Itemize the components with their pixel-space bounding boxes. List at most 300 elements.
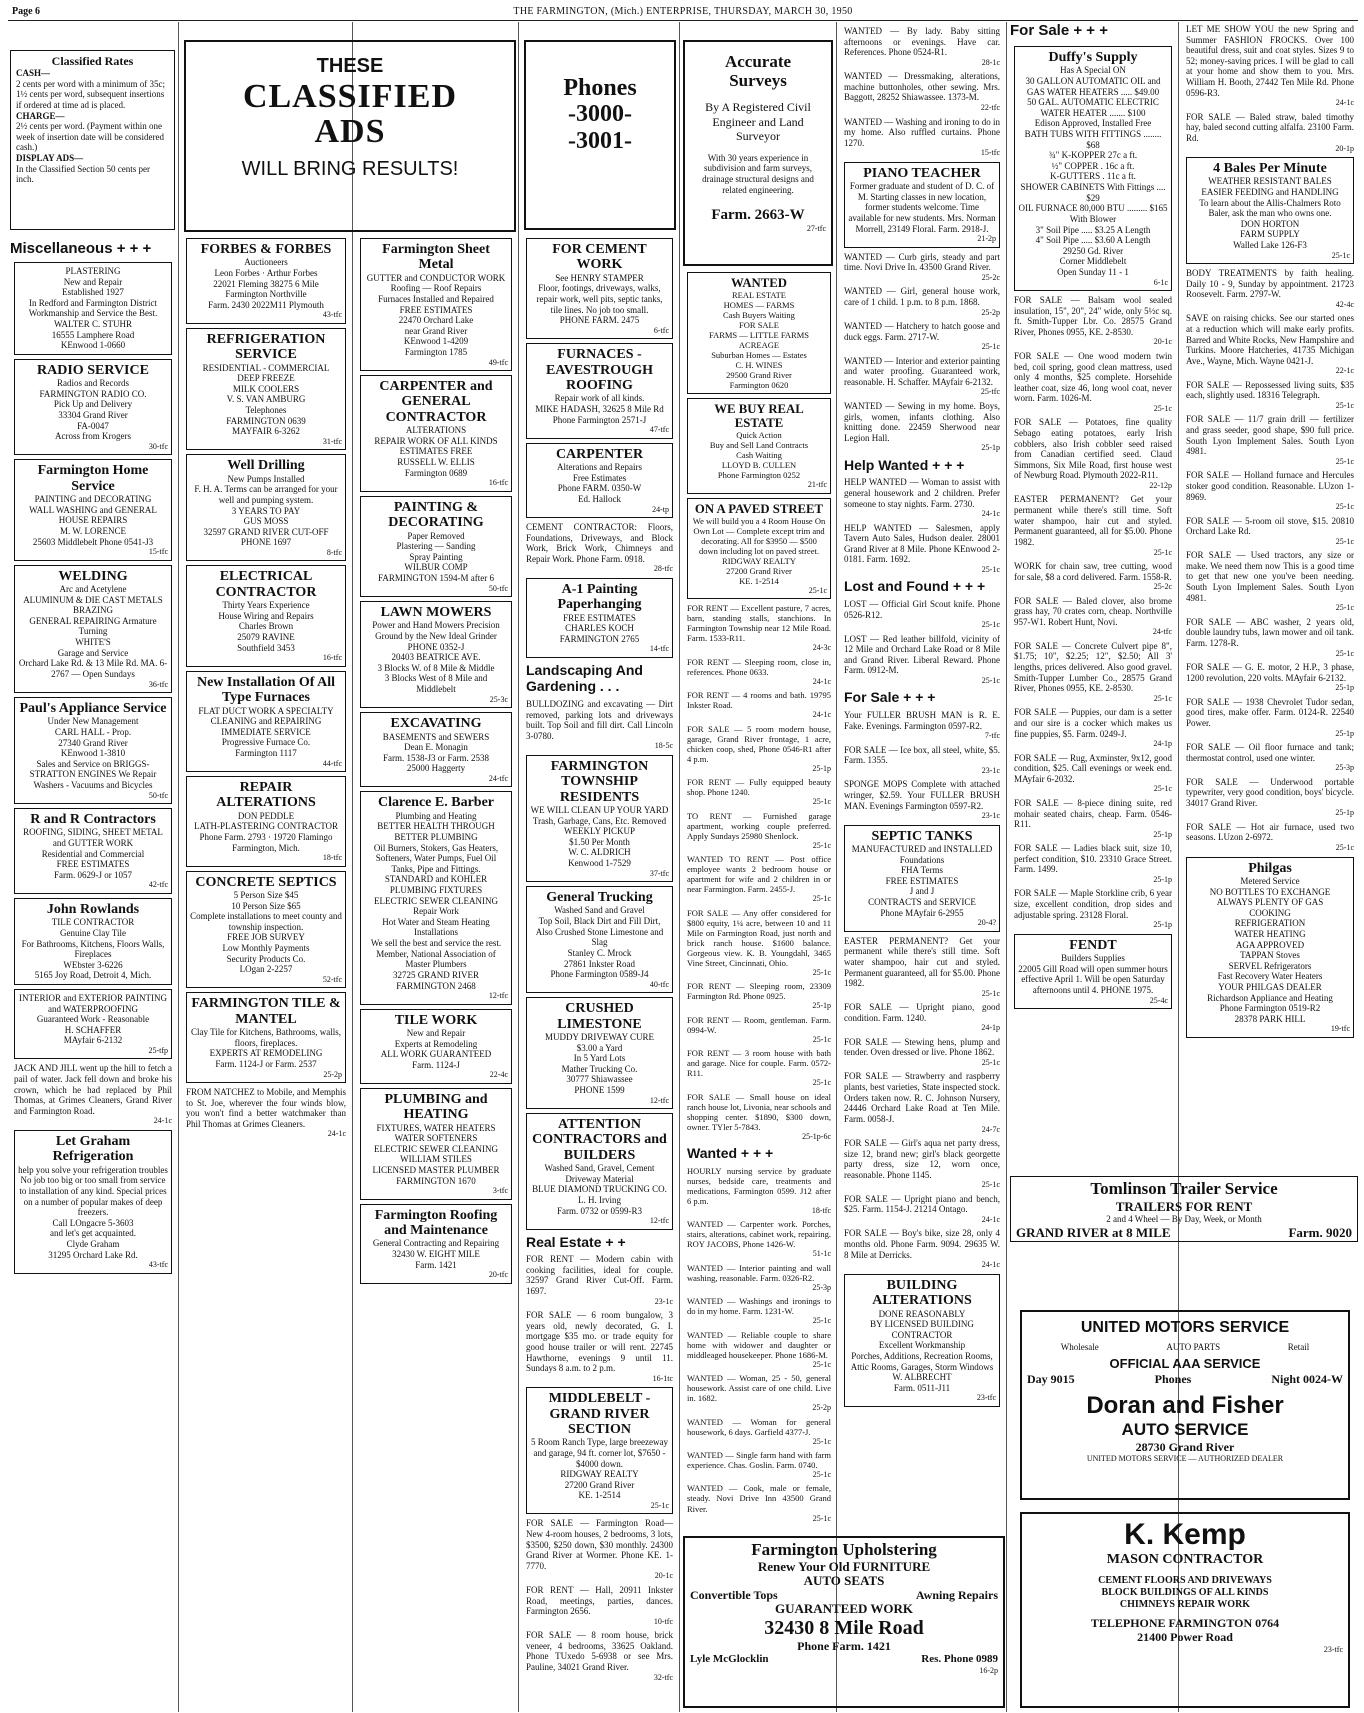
ad-title: R and R Contractors [30,812,156,828]
ad-line: Farm. 1124-J or Farm. 2537 [215,1058,317,1069]
classified-ad [1014,707,1172,748]
ad-code: 25-1c [812,797,831,807]
classified-ad [687,1092,831,1142]
column-6 [840,24,1004,1530]
classified-ad [687,1263,831,1292]
ad-line: New and Repair [63,276,123,287]
ad-code: 43-tfc [148,1260,168,1270]
ad-line: Furnaces Installed and Repaired [378,294,494,304]
classified-ad [844,477,1000,518]
classified-ad [1186,516,1354,547]
ad-text: FOR SALE — 11/7 grain drill — fertilizer and grass seeder, good shape, $90 full price. South Lyon Implement Sales. South Lyon 4981. [1186,414,1354,457]
phones-number-1: -3000- [568,101,632,128]
ad-code: 40-tfc [649,979,669,989]
ad-title: TILE WORK [394,1012,478,1028]
ad-line: Oil Burners, Stokers, Gas Heaters, Softeners, Water Pumps, Fuel Oil Tanks, Pipe and Fittings. [373,842,499,874]
phones-title: Phones [563,75,637,101]
ad-line: KEnwood 1-4209 [403,336,469,347]
ad-text: FOR SALE — Repossessed living suits, $35 each, slightly used. 18316 Telegraph. [1186,379,1354,401]
ad-code: 20-tfc [488,1270,508,1280]
ad-code: 24-1p [981,1023,1000,1033]
ad-title: SEPTIC TANKS [871,828,973,844]
ad-line: Phone FARM. 0350-W [557,483,642,494]
ad-line: FARMINGTON RADIO CO. [39,388,147,399]
ad-line: No job too big or too small from service to installation of any kind. Special prices on a number of popular makes of deep freezers. [19,1175,167,1218]
ad-code: 25-1c [981,620,1000,630]
ad-text: FOR SALE — 5 room modern house, garage, Grand River frontage, 1 acre, chicken coop, shed, Phone 0546-R1 after 4 p.m. [687,723,831,764]
ad-code: 24-1c [1335,98,1354,108]
ad-line: LOgan 2-2257 [239,964,293,975]
ad-text: FOR SALE — Potatoes, fine quality Sebago eating potatoes, early Irish cobblers, also Irish cobbler seed raised from Canadian certified seed. Claud Simmons, Six Mile Road, first house west of Newburg Road. Plymouth 2022-R11. [1014,417,1172,481]
column-2 [182,236,350,1710]
ad-title: 4 Bales Per Minute [1213,160,1327,176]
classified-ad [844,523,1000,575]
classified-ad [844,779,1000,820]
tomlinson-ad [1010,1176,1358,1242]
display-ad [360,238,512,371]
ad-line: Phone MAyfair 6-2955 [880,907,964,918]
ad-title: FARMINGTON TOWNSHIP RESIDENTS [550,758,649,805]
ad-line: DON PEDDLE [237,810,295,821]
ad-code: 25-1c [1335,502,1354,512]
ad-code: 24-7c [981,1124,1000,1134]
ad-code: 24-1c [981,1215,1000,1225]
ad-code: 50-tfc [488,583,508,593]
ad-line: 30 GALLON AUTOMATIC OIL and GAS WATER HEATERS ..... $49.00 [1025,76,1161,97]
ad-line: 5 Room Ranch Type, large breezeway and garage, 94 ft. corner lot, $7650 - $4000 down. [531,1437,668,1469]
ad-line: F. H. A. Terms can be arranged for your well and pumping system. [194,484,338,505]
ad-line: W. C. ALDRICH [568,847,631,858]
ad-line: Paper Removed [407,530,465,541]
ad-line: WATER HEATING [1234,928,1306,939]
display-ad [687,498,831,600]
banner-main-2: ADS [314,113,386,151]
ad-text: HELP WANTED — Woman to assist with general housework and 2 children. Prefer someone to stay nights. Farm. 2730. [844,477,1000,509]
ad-title: PLUMBING and HEATING [384,1091,488,1123]
classified-ad [844,710,1000,741]
ad-line: Roofing — Roof Repairs [390,283,482,294]
ad-line: PHONE FARM. 2475 [559,315,640,326]
ad-line: See HENRY STAMPER [555,272,644,283]
ad-text: FOR SALE — ABC washer, 2 years old, double laundry tubs, lawn mower and oil tank. Farm. 1278-R. [1186,616,1354,648]
ad-line: Farmington 0620 [729,380,789,391]
ad-line: 10 Person Size $65 [231,900,301,911]
ad-line: FREE ESTIMATES [563,612,636,623]
ad-code: 15-tfc [980,148,1000,158]
ad-title: Paul's Appliance Service [19,700,167,716]
ad-line: SERVEL Refrigerators [1228,960,1312,971]
ad-code: 24-tfc [488,773,508,783]
ad-text: FOR SALE — Small house on ideal ranch house lot, Livonia, near schools and shopping center. $1890, $300 down, owner. TYler 5-7843. [687,1091,831,1132]
ad-line: 16555 Lamphere Road [51,329,135,340]
ad-line: LICENSED MASTER PLUMBER [372,1165,500,1176]
ad-code: 25-1p [981,443,1000,453]
ad-line: Floor, footings, driveways, walks, repair work, well pits, septic tanks, tile lines. No job too small. [536,283,663,315]
classified-ad [844,71,1000,112]
ad-code: 25-1c [650,1501,669,1510]
ad-line: $1.50 Per Month [569,836,630,847]
ad-code: 25-1c [1153,403,1172,413]
ad-code: 25-1p [812,763,831,773]
ad-line: Phone Farmington 0252 [717,470,801,481]
ad-line: FOR SALE [739,320,779,331]
ad-line: 50 GAL. AUTOMATIC ELECTRIC WATER HEATER ....... $100 [1027,97,1159,118]
display-ad [1014,46,1172,291]
ad-code: 20-1c [654,1571,673,1581]
ad-code: 37-tfc [649,868,669,878]
ad-title: RADIO SERVICE [37,362,149,378]
ad-line: Spray Painting [409,551,463,562]
ad-text: BODY TREATMENTS by faith healing. Daily 10 - 9, Sunday by appointment. 21723 Roosevelt. Farm. 2797-W. [1186,268,1354,300]
ad-line: Alterations and Repairs [557,462,642,473]
ad-code: 25-1p [1153,920,1172,930]
ad-code: 20-1c [1153,337,1172,347]
ad-code: 25-1c [981,342,1000,352]
masthead-title: THE FARMINGTON, (Mich.) ENTERPRISE, THURSDAY, MARCH 30, 1950 [513,6,853,17]
ad-line: Walled Lake 126-F3 [1233,240,1307,251]
ad-line: ALTERATIONS [405,425,467,436]
ad-line: MANUFACTURED and INSTALLED [851,843,993,854]
ad-title: CRUSHED LIMESTONE [557,1001,642,1032]
ad-title: John Rowlands [46,901,140,917]
ad-code: 16-1tc [652,1373,673,1383]
rates-title: Classified Rates [51,54,134,68]
display-ad [14,565,172,693]
ad-line: 3 Blocks West of 8 Mile and Middlebelt [384,673,488,695]
ad-title: WELDING [58,568,128,584]
ad-text: FOR RENT — Fully equipped beauty shop. Phone 1240. [687,777,831,798]
header-for-sale: For Sale + + + [1010,22,1108,39]
ad-line: We will build you a 4 Room House On Own Lot — Complete except trim and decorating. All for $3950 — $500 down including lot on paved street. [692,515,826,556]
ad-text: WANTED — Woman for general housework, 6 days. Garfield 4377-J. [687,1416,831,1437]
ad-line: For Bathrooms, Kitchens, Floors Walls, Fireplaces [21,938,165,960]
ad-text: WANTED — Sewing in my home. Boys, girls, women, infants clothing. Also knitting done. 22459 Sherwood near Legion Hall. [844,400,1000,443]
ad-code: 25-1c [812,1436,831,1446]
ad-line: CONTRACTS and SERVICE [868,897,976,908]
ad-code: 25-1p [812,1001,831,1011]
ad-line: Repair work of all kinds. [554,393,645,404]
ad-line: 32597 GRAND RIVER CUT-OFF [203,526,329,537]
tomlinson-title: Tomlinson Trailer Service [1090,1179,1278,1198]
ad-code: 25-1c [1335,456,1354,466]
ad-code: 7-tfc [984,731,1000,741]
classified-ad [1186,414,1354,466]
ad-line: Open Sunday 11 - 1 [1057,266,1129,277]
ad-code: 6-1c [1153,277,1168,287]
classified-ad [1014,888,1172,929]
ad-code: 25-1c [812,1470,831,1480]
ad-line: Radios and Records [57,378,129,389]
ad-line: NO BOTTLES TO EXCHANGE [1209,886,1331,897]
ad-code: 22-12p [1149,481,1172,491]
ad-line: BASEMENTS and SEWERS [382,731,490,742]
column-divider [178,22,179,1712]
column-divider [679,22,680,1712]
ad-title: FOR CEMENT WORK [552,242,647,273]
ad-code: 24-1c [153,1116,172,1126]
ad-line: PLASTERING [65,266,121,276]
ad-code: 25-1c [1335,603,1354,613]
united-aaa: OFFICIAL AAA SERVICE [1109,1356,1261,1372]
ad-line: WEEKLY PICKUP [563,826,635,837]
display-ad [186,776,346,867]
ad-code: 3-tfc [492,1186,508,1196]
ad-line: GUTTER and CONDUCTOR WORK [366,272,506,283]
classified-ad [844,1037,1000,1068]
ad-line: REFRIGERATION [1234,918,1306,929]
ad-code: 50-tfc [148,790,168,800]
ad-line: MUDDY DRIVEWAY CURE [544,1031,654,1042]
ad-code: 44-tfc [322,758,342,768]
classified-ad [844,321,1000,352]
classified-ad [526,1518,673,1580]
ad-code: 47-tfc [649,425,669,435]
rates-charge-text: 2½ cents per word. (Payment within one week of insertion date will be considered cash.) [16,121,164,153]
ad-code: 25-1c [1335,536,1354,546]
ad-line: Mather Trucking Co. [561,1063,638,1074]
ad-line: FARMS — LITTLE FARMS [708,330,810,341]
display-ad [360,712,512,787]
ad-line: Complete installations to meet county and township inspection. [190,911,342,932]
ad-line: KEnwood 1-3810 [60,748,126,759]
ad-code: 49-tfc [488,357,508,367]
ad-code: 23-tfc [976,1393,996,1403]
ad-line: LATH-PLASTERING CONTRACTOR [193,821,339,832]
display-ad [186,328,346,450]
ad-text: WORK for chain saw, tree cutting, wood for sale, $8 a cord delivered. Farm. 1558-R. [1014,560,1172,582]
display-ad [526,997,673,1109]
ad-code: 16-tfc [488,478,508,488]
ad-code: 25-1c [812,1316,831,1326]
ad-line: CHARLES KOCH [565,623,634,634]
ad-line: Cash Waiting [736,450,782,461]
ad-title: REFRIGERATION SERVICE [206,331,326,363]
display-ad [14,1130,172,1274]
ad-line: In 5 Yard Lots [573,1053,626,1064]
ad-line: near Grand River [404,325,468,336]
column-divider [836,22,837,1712]
ad-code: 8-tfc [326,548,342,558]
upholstery-line: Awning Repairs [915,1588,998,1603]
ad-line: GENERAL REPAIRING Armature Turning [29,615,157,637]
ad-text: WANTED — Washing and ironing to do in my home. Also ruffled curtains. Phone 1270. [844,116,1000,148]
column-divider [1006,22,1007,1712]
ad-line: 25000 Haggerty [406,763,466,774]
ad-text: WANTED — Curb girls, steady and part time. Novi Drive In. 43500 Grand River. [844,251,1000,273]
ad-line: FLAT DUCT WORK A SPECIALTY [198,705,334,716]
ad-code: 36-tfc [148,679,168,689]
ad-code: 25-1c [1335,843,1354,853]
ad-line: ACREAGE [738,340,780,351]
ad-title: LAWN MOWERS [380,605,492,621]
ad-line: WEATHER RESISTANT BALES [1208,176,1332,187]
ad-line: STANDARD and KOHLER PLUMBING FIXTURES [384,874,488,896]
doran-fisher: Doran and Fisher [1086,1391,1284,1419]
upholstery-line: Convertible Tops [690,1588,778,1603]
classified-ad [526,1585,673,1626]
ad-line: Dean E. Monagin [404,742,468,753]
ad-text: WANTED — Carpenter work. Porches, stairs, alterations, cabinet work, repairing. ROY JACOBS, Phone 1426-W. [687,1219,831,1250]
column-7 [1010,44,1176,1170]
ad-text: FOR SALE — 1938 Chevrolet Tudor sedan, good tires, make offer. Farm. 0124-R. 22540 Power. [1186,696,1354,728]
ad-text: WANTED — By lady. Baby sitting afternoons or evenings. Have car. References. Phone 0524-R1. [844,26,1000,58]
ad-line: Guaranteed Work - Reasonable [36,1014,150,1025]
ad-line: YOUR PHILGAS DEALER [1218,982,1322,992]
ad-line: PHONE 1697 [240,537,292,548]
ad-code: 22-4c [489,1070,508,1080]
ad-line: Under New Management [47,716,139,727]
classified-ad [844,1228,1000,1269]
ad-line: Foundations [899,854,945,865]
ad-code: 24-1p [1153,739,1172,749]
ad-text: Your FULLER BRUSH MAN is R. E. Fake. Evenings. Farmington 0597-R2. [844,710,1000,731]
classified-ad [526,699,673,751]
classified-ad [526,1630,673,1682]
united-line: Wholesale [1060,1341,1099,1352]
display-ad [14,697,172,804]
ad-line: Top Soil, Black Dirt and Fill Dirt, Also Crushed Stone Limestone and Slag [535,916,664,948]
ad-code: 10-tfc [653,1616,673,1626]
classified-ad [1014,596,1172,637]
display-ad [844,162,1000,248]
ad-title: New Installation Of All Type Furnaces [196,674,336,706]
ad-code: 25-4c [1149,995,1168,1005]
ad-line: 33304 Grand River [58,410,128,421]
ad-line: Fast Recovery Water Heaters [1217,971,1323,982]
classified-ad [1014,753,1172,794]
ad-code: 28-tfc [653,564,673,574]
ad-line: 29500 Grand River [726,370,792,381]
ad-line: Thirty Years Experience [222,600,310,611]
ad-code: 25-1c [812,840,831,850]
ad-line: KE. 1-2514 [739,575,779,586]
column-5 [683,270,835,1530]
ad-code: 24-tfc [1152,627,1172,637]
united-address: 28730 Grand River [1135,1440,1235,1455]
ad-line: Farmington 1117 [235,747,297,758]
ad-text: FOR SALE — Farmington Road— New 4-room houses, 2 bedrooms, 3 lots, $3500, $250 down, $30 monthly. 24300 Grand River at Wormer. Phone KE. 1-7770. [526,1518,673,1571]
display-ad [360,1088,512,1200]
display-ad [186,992,346,1083]
united-title: UNITED MOTORS SERVICE [1080,1319,1290,1336]
ad-line: K-GUTTERS . 11c a ft. [1050,171,1136,182]
rates-cash-text: 2 cents per word with a minimum of 35c; 1½ cents per word, subsequent insertions if ordered at time ad is placed. [16,78,165,110]
tomlinson-line: TRAILERS FOR RENT [1115,1198,1253,1214]
ad-code: 25-1c [981,1180,1000,1190]
ad-line: M. W. LORENCE [59,525,126,536]
ad-title: Clarence E. Barber [378,795,494,811]
classified-ad [844,356,1000,397]
ad-code: 42-tfc [148,880,168,890]
display-ad [14,459,172,560]
ad-code: 25-2p [812,1403,831,1413]
ad-text: FOR RENT — 4 rooms and bath. 19795 Inkster Road. [687,690,831,711]
ad-code: 20-4? [977,918,996,928]
ad-code: 25-tfp [148,1046,168,1055]
ad-line: Stanley C. Mrock [567,947,632,958]
header-lost-and-found: Lost and Found + + + [844,578,986,595]
ad-line: Phone Farm. 2793 · 19720 Flamingo Farmington, Mich. [199,831,333,853]
rates-display-text: In the Classified Section 50 cents per inch. [16,163,150,185]
ad-line: Pick Up and Delivery [53,399,133,410]
classified-ad [844,599,1000,630]
kemp-line: MASON CONTRACTOR [1106,1552,1264,1568]
ad-line: FARM SUPPLY [1240,229,1300,240]
ad-text: WANTED — Washings and ironings to do in my home. Farm. 1231-W. [687,1296,831,1317]
ad-title: ON A PAVED STREET [694,501,824,516]
classified-ad [1014,641,1172,703]
united-day: Day 9015 [1027,1371,1075,1386]
banner-main-1: CLASSIFIED [242,77,458,115]
ad-code: 25-tfc [980,387,1000,397]
upholstery-owner: Lyle McGlocklin [690,1652,769,1665]
ad-line: 29250 Gd. River [1062,245,1124,256]
ad-line: REAL ESTATE [731,290,786,301]
column-4 [522,236,677,1710]
ad-text: FOR RENT — Sleeping room, 23309 Farmington Rd. Phone 0925. [687,981,831,1002]
classified-ad [1186,268,1354,309]
upholstery-title: Farmington Upholstering [751,1540,937,1559]
display-ad [526,1113,673,1230]
ad-line: BETTER HEALTH THROUGH BETTER PLUMBING [377,821,495,842]
ad-line: TAPPAN Stoves [1240,950,1300,961]
ad-code: 16-2p [979,1665,998,1675]
upholstery-ad [683,1536,1005,1708]
ad-line: General Contracting and Repairing [372,1238,500,1249]
ad-line: FARMINGTON 1670 [396,1175,476,1186]
surveys-title-1: Accurate [724,52,792,71]
ad-code: 21-tfc [807,480,827,490]
ad-line: Phone Farmington 0589-J4 [550,969,649,980]
classified-ad [687,777,831,806]
ad-text: WANTED — Woman, 25 - 50, general housework. Assist care of one child. Live in. 1682. [687,1373,831,1404]
ad-line: New and Repair [406,1027,466,1038]
ad-line: FREE ESTIMATES [399,304,473,315]
ad-line: Farmington 0689 [404,467,468,478]
ad-code: 25-1c [812,894,831,904]
column-divider [518,22,519,1712]
ad-code: 23-tfc [1323,1644,1343,1654]
ad-line: Farm. 1538-J3 or Farm. 2538 [383,752,489,763]
ad-line: $3.00 a Yard [576,1042,623,1053]
ad-text: WANTED — Interior painting and wall washing, reasonable. Farm. 0326-R2. [687,1262,831,1283]
ad-line: FARMINGTON 1594-M after 6 [378,572,494,583]
ad-line: Across from Krogers [55,431,131,442]
display-ad [1186,157,1354,264]
ad-code: 25-2c [1153,582,1172,592]
ad-line: Metered Service [1240,875,1300,886]
ad-line: FARMINGTON 2468 [396,980,476,991]
ad-text: FOR SALE — 5-room oil stove, $15. 20810 Orchard Lake Rd. [1186,515,1354,537]
ad-code: 25-2p [323,1069,342,1079]
ad-line: 3" Soil Pipe ..... $3.25 A Length [1035,224,1151,235]
ad-line: ALUMINUM & DIE CAST METALS BRAZING [23,594,163,616]
classified-ad [14,1063,172,1125]
ad-code: 24-tp [652,504,669,514]
ad-line: OIL FURNACE 80,000 BTU ......... $165 With Blower [1018,203,1168,224]
ad-line: PHONE 0352-J [407,641,465,652]
classified-ad [844,634,1000,686]
ad-code: 31-tfc [322,436,342,446]
classified-ad [1014,417,1172,490]
kemp-line: CEMENT FLOORS AND DRIVEWAYS [1098,1574,1272,1586]
ad-text: WANTED — Dressmaking, alterations, machine buttonholes, other sewing. Mrs. Baggott, 28252 Shiawassee. 1373-M. [844,71,1000,103]
ad-code: 25-1p [1335,808,1354,818]
ad-code: 23-1c [981,765,1000,775]
classified-ad [1014,295,1172,347]
ad-line: Genuine Clay Tile [59,927,126,938]
united-line: AUTO PARTS [1166,1341,1221,1352]
